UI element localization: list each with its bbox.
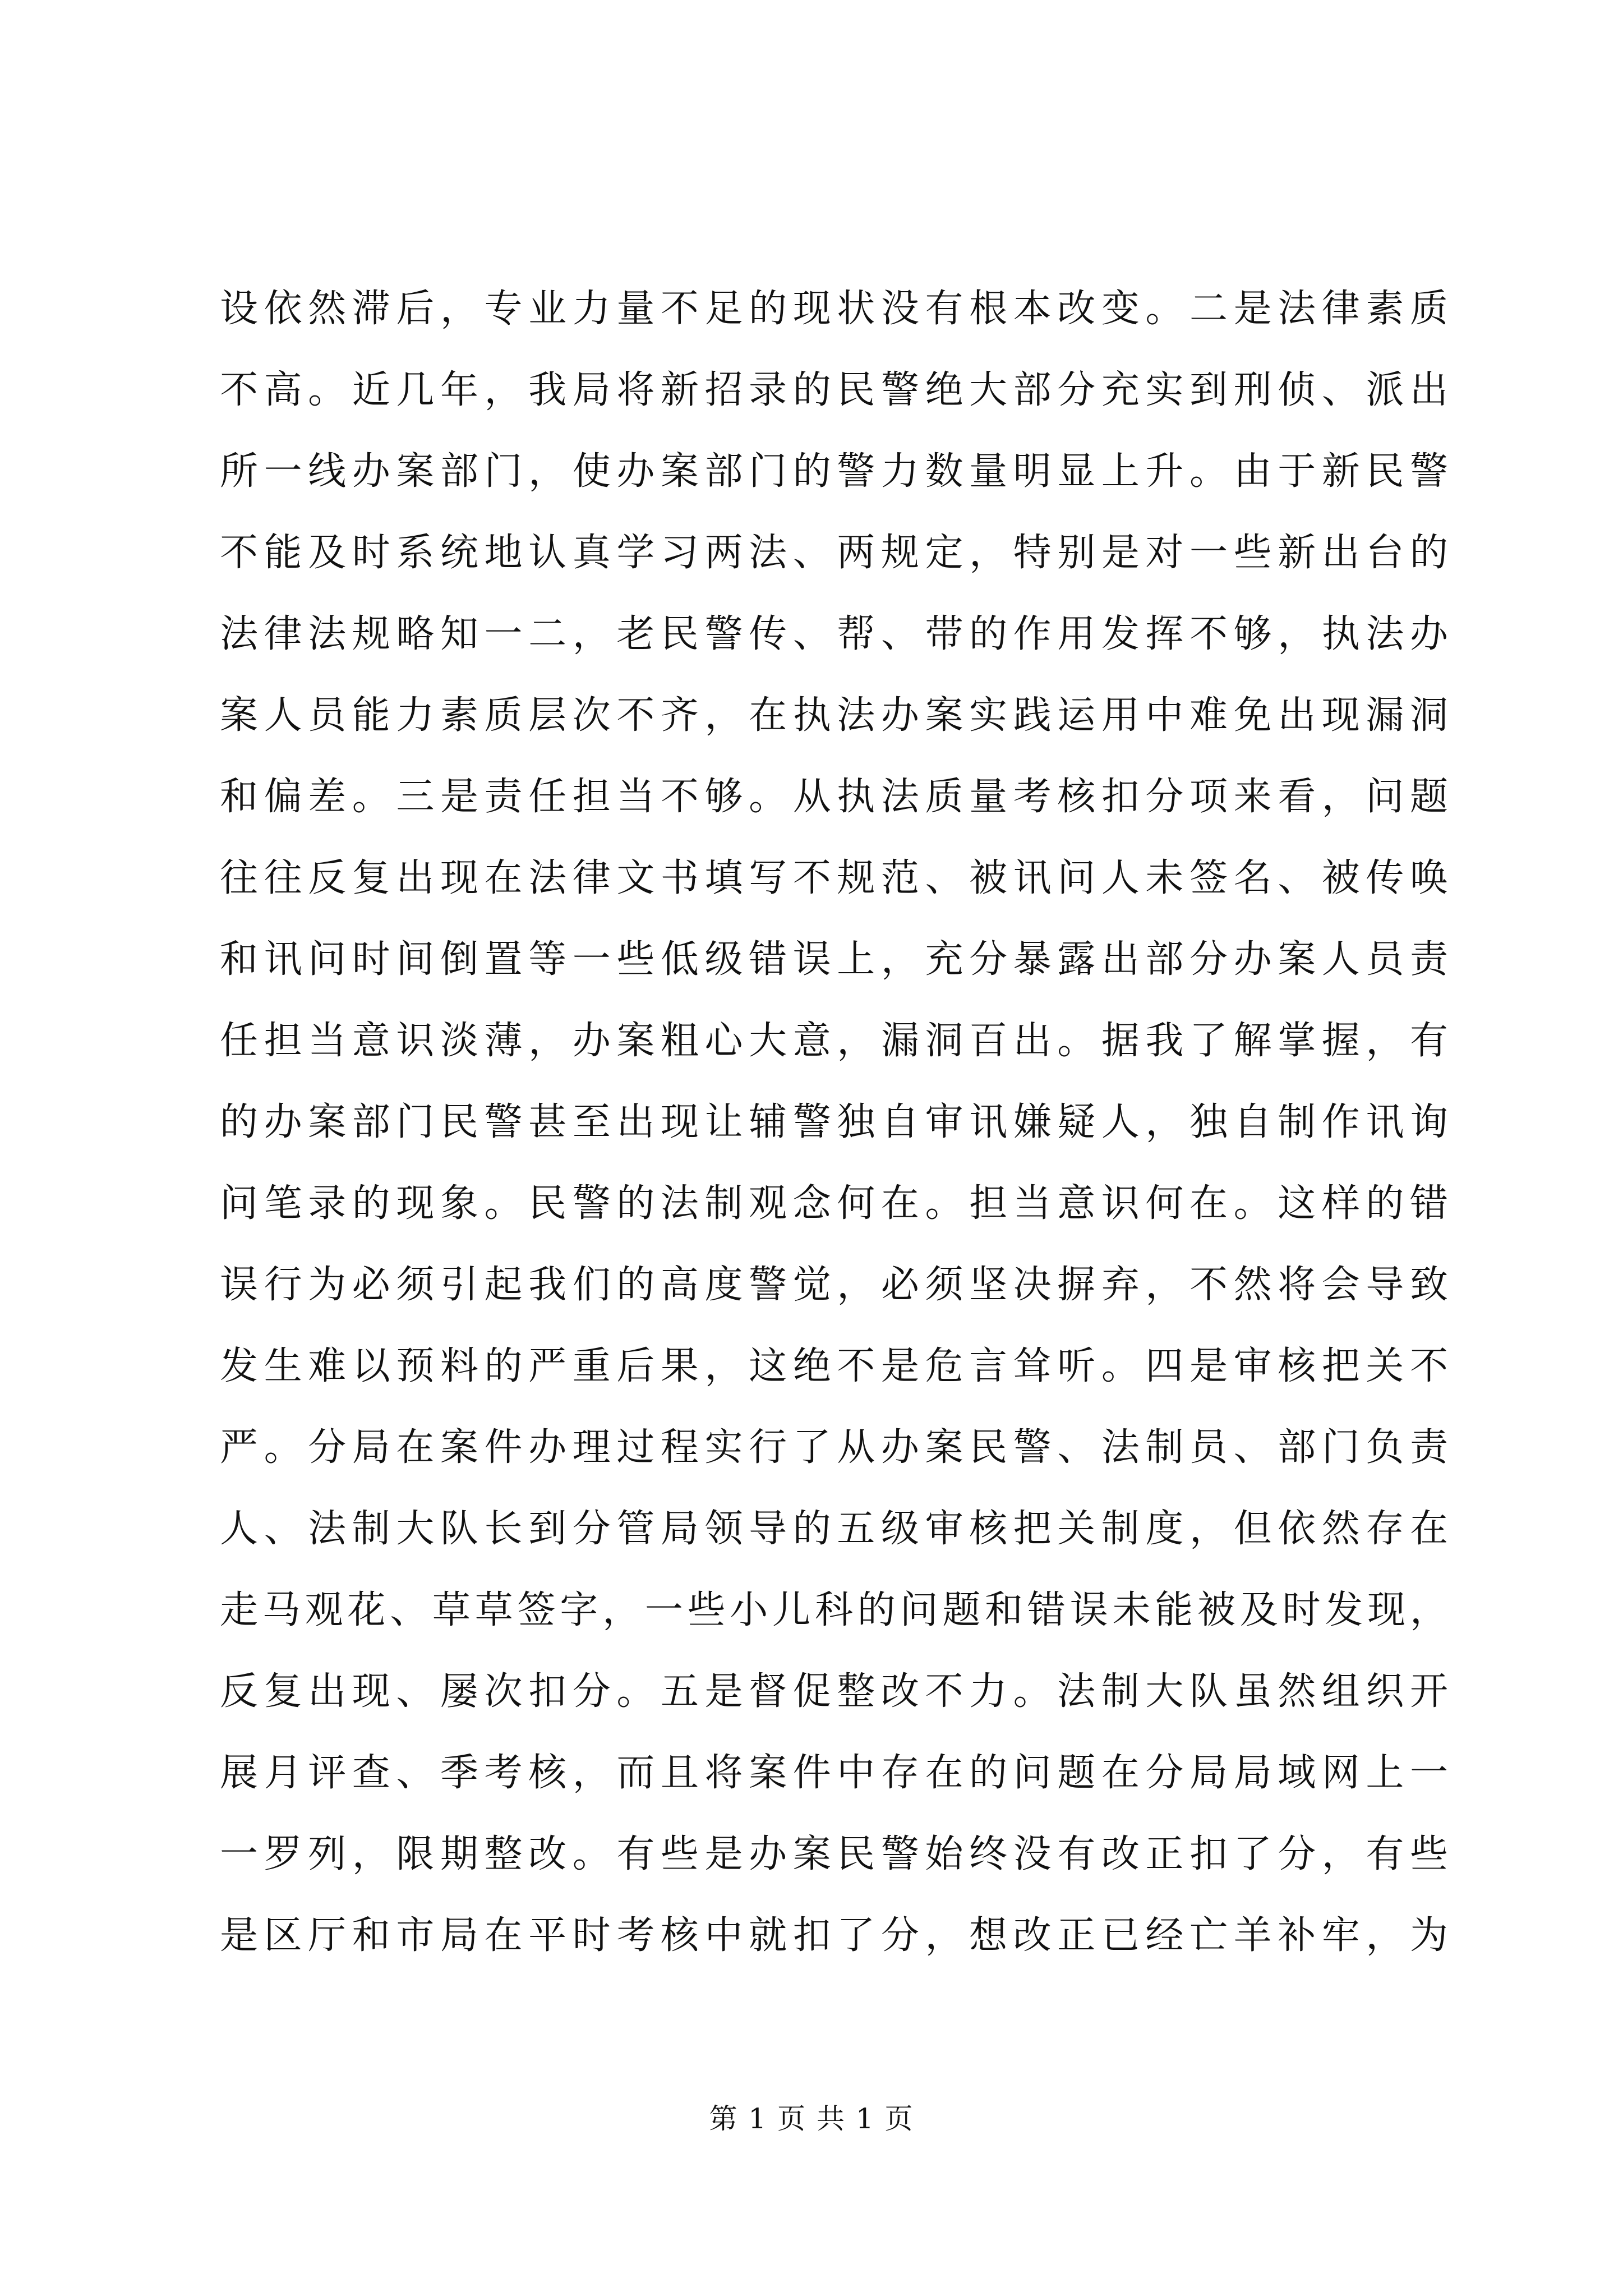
text-line-1: 设依然滞后，专业力量不足的现状没有根本改变。二是法律素质 xyxy=(220,287,1448,331)
text-line-13: 误行为必须引起我们的高度警觉，必须坚决摒弃，不然将会导致 xyxy=(220,1263,1448,1307)
text-line-5: 法律法规略知一二，老民警传、帮、带的作用发挥不够，执法办 xyxy=(220,612,1448,656)
text-line-9: 和讯问时间倒置等一些低级错误上，充分暴露出部分办案人员责 xyxy=(220,937,1448,982)
text-line-11: 的办案部门民警甚至出现让辅警独自审讯嫌疑人，独自制作讯询 xyxy=(220,1100,1448,1144)
text-line-12: 问笔录的现象。民警的法制观念何在。担当意识何在。这样的错 xyxy=(220,1181,1448,1226)
text-line-10: 任担当意识淡薄，办案粗心大意，漏洞百出。据我了解掌握，有 xyxy=(220,1019,1448,1063)
text-line-17: 走马观花、草草签字，一些小儿科的问题和错误未能被及时发现， xyxy=(220,1588,1448,1632)
text-line-8: 往往反复出现在法律文书填写不规范、被讯问人未签名、被传唤 xyxy=(220,856,1448,900)
text-line-2: 不高。近几年，我局将新招录的民警绝大部分充实到刑侦、派出 xyxy=(220,368,1448,412)
text-line-4: 不能及时系统地认真学习两法、两规定，特别是对一些新出台的 xyxy=(220,531,1448,575)
text-line-16: 人、法制大队长到分管局领导的五级审核把关制度，但依然存在 xyxy=(220,1507,1448,1551)
text-line-7: 和偏差。三是责任担当不够。从执法质量考核扣分项来看，问题 xyxy=(220,775,1448,819)
page-footer: 第 1 页 共 1 页 xyxy=(709,2102,914,2135)
text-line-21: 是区厅和市局在平时考核中就扣了分，想改正已经亡羊补牢，为 xyxy=(220,1913,1448,1958)
text-line-20: 一罗列，限期整改。有些是办案民警始终没有改正扣了分，有些 xyxy=(220,1832,1448,1876)
text-line-18: 反复出现、屡次扣分。五是督促整改不力。法制大队虽然组织开 xyxy=(220,1669,1448,1714)
text-line-14: 发生难以预料的严重后果，这绝不是危言耸听。四是审核把关不 xyxy=(220,1344,1448,1388)
text-line-3: 所一线办案部门，使办案部门的警力数量明显上升。由于新民警 xyxy=(220,449,1448,494)
body-text xyxy=(220,268,1448,1976)
text-line-19: 展月评查、季考核，而且将案件中存在的问题在分局局域网上一 xyxy=(220,1751,1448,1795)
text-line-15: 严。分局在案件办理过程实行了从办案民警、法制员、部门负责 xyxy=(220,1425,1448,1470)
text-line-6: 案人员能力素质层次不齐，在执法办案实践运用中难免出现漏洞 xyxy=(220,693,1448,738)
